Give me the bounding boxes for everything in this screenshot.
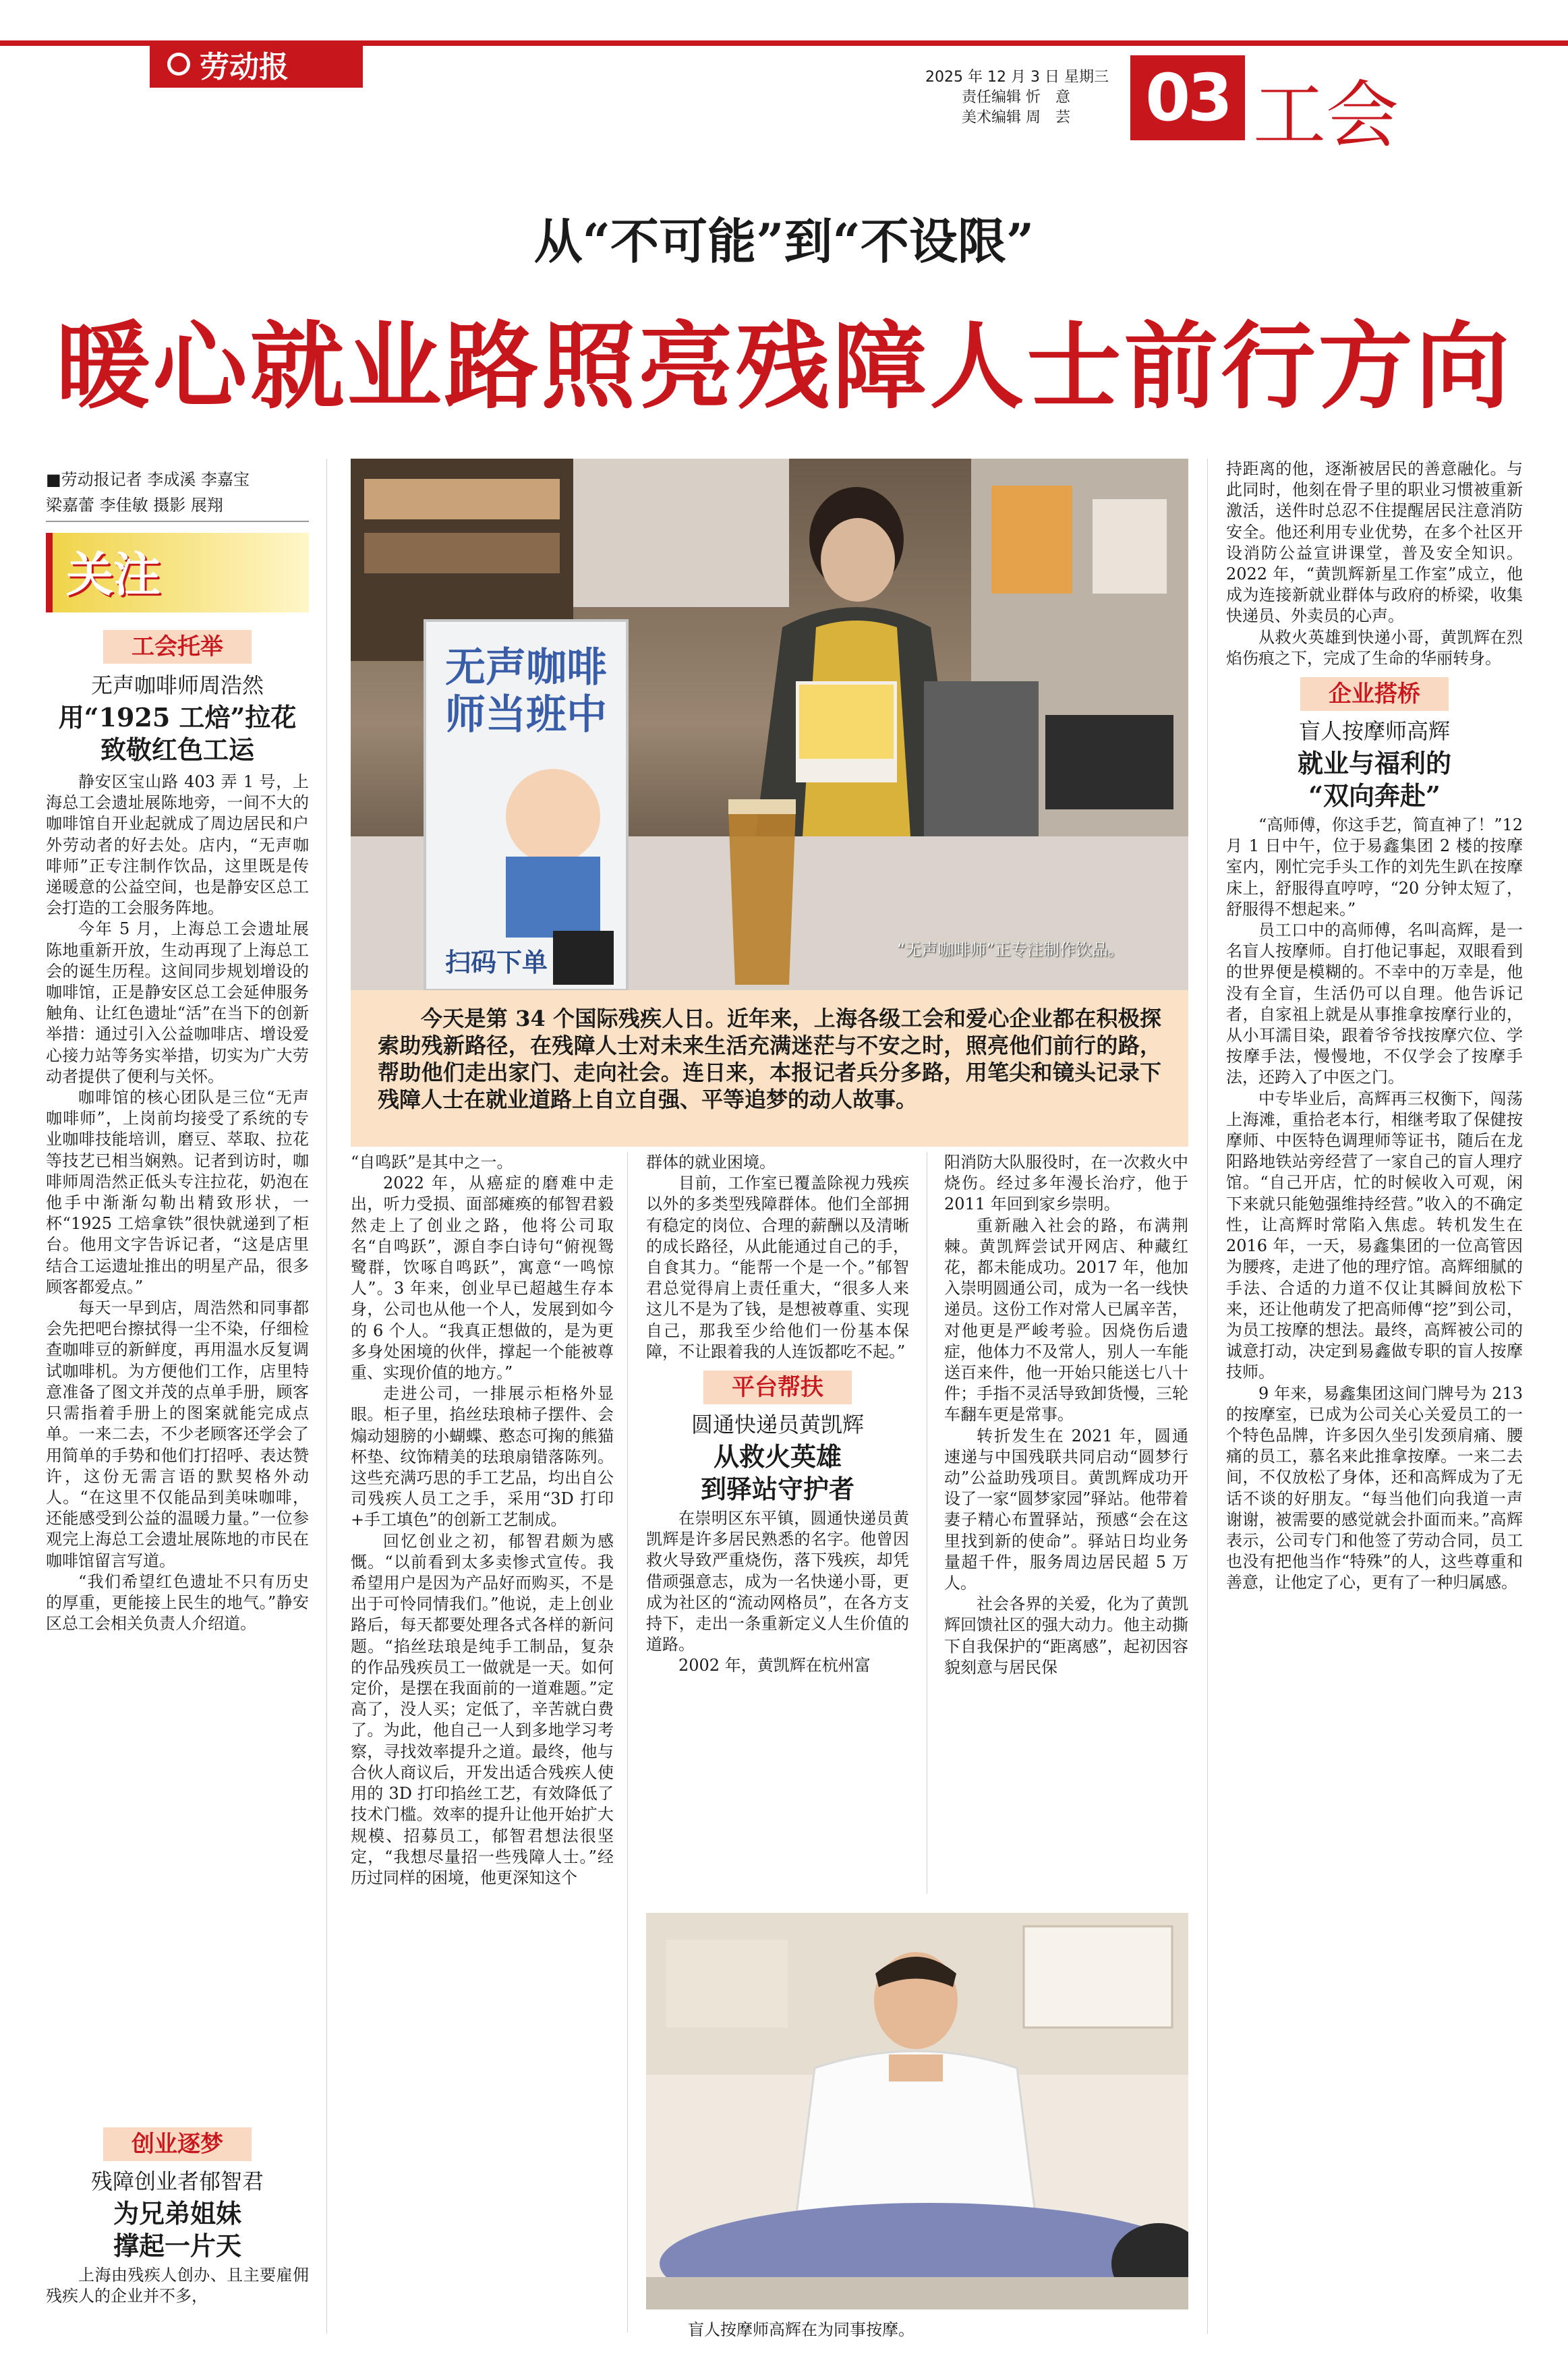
story2-sub: 残障创业者郁智君 xyxy=(90,2168,264,2194)
story2-header xyxy=(46,2127,309,2307)
story4-paragraph: “高师傅，你这手艺，简直神了！”12 月 1 日中午，位于易鑫集团 2 楼的按摩室内，刚忙完手头工作的刘先生趴在按摩床上，舒服得直哼哼，“20 分钟太短了，舒服得不想起来。” xyxy=(1226,815,1523,919)
story4-sub: 盲人按摩师高辉 xyxy=(1298,718,1450,745)
story3-paragraph: 2002 年，黄凯辉在杭州富 xyxy=(678,1656,871,1675)
byline-photographers: 梁嘉蕾 李佳敏 摄影 展翔 xyxy=(46,496,223,515)
story4-paragraph: 员工口中的高师傅，名叫高辉，是一名盲人按摩师。自打他记事起，双眼看到的世界便是模糊的。不幸中的万幸是，他没有全盲，生活仍可以自理。他告诉记者，自家祖上就是从事推拿按摩行业的，从小耳濡目染，跟着爷爷找按摩穴位、学按摩手法，慢慢地，不仅学会了按摩手法，还跨入了中医之门。 xyxy=(1226,921,1523,1087)
story2-title-2: 撑起一片天 xyxy=(113,2231,241,2261)
editor-line: 责任编辑 忻 意 xyxy=(962,89,1070,106)
story2-paragraph: 目前，工作室已覆盖除视力残疾以外的多类型残障群体。他们全部拥有稳定的岗位、合理的薪酬以及清晰的成长路径，从此能通过自己的手，自食其力。“能帮一个是一个。”郁智君总觉得肩上责任重大，“很多人来这儿不是为了钱，是想被尊重、实现自己，那我至少给他们一份基本保障，不让跟着我的人连饭都吃不起。” xyxy=(646,1174,909,1361)
story1-title-1: 用“1925 工焙”拉花 xyxy=(58,702,297,732)
story2-paragraph: 群体的就业困境。 xyxy=(646,1153,776,1172)
story4-paragraph: 中专毕业后，高辉再三权衡下，闯荡上海滩，重拾老本行，相继考取了保健按摩师、中医特色调理师等证书，随后在龙阳路地铁站旁经营了一家自己的盲人理疗馆。“自己开店，忙的时候收入可观，闲下来就只能勉强维持经营。”收入的不确定性，让高辉时常陷入焦虑。转机发生在 2016 年，一天，易鑫集团的一位高管因为腰疼，走进了他的理疗馆。高辉细腻的手法、合适的力道不仅让其瞬间放松下来，还让他萌发了把高师傅“挖”到公司，为员工按摩的想法。最终，高辉被公司的诚意打动，决定到易鑫做专职的盲人按摩技师。 xyxy=(1226,1089,1523,1382)
intro-text: 今天是第 34 个国际残疾人日。近年来，上海各级工会和爱心企业都在积极探索助残新路径，在残障人士对未来生活充满迷茫与不安之时，照亮他们前行的路，帮助他们走出家门、走向社会。连日来，本报记者兵分多路，用笔尖和镜头记录下残障人士在就业道路上自立自强、平等追梦的动人故事。 xyxy=(378,1006,1161,1112)
story3-sub: 圆通快递员黄凯辉 xyxy=(691,1412,864,1438)
sign-text-1: 无声咖啡 xyxy=(445,644,607,691)
article-kicker: 从“不可能”到“不设限” xyxy=(533,212,1035,270)
photo-massage xyxy=(646,1913,1188,2309)
story3-column xyxy=(944,1152,1188,1678)
section-name: 工会 xyxy=(1253,74,1399,158)
story2-column xyxy=(351,1152,614,1889)
story2-tag: 创业逐梦 xyxy=(103,2127,252,2161)
byline-reporters: ■劳动报记者 李成溪 李嘉宝 xyxy=(46,470,250,489)
art-editor-line: 美术编辑 周 芸 xyxy=(962,109,1070,126)
focus-label: 关注 xyxy=(66,546,161,602)
story3-paragraph: 在崇明区东平镇，圆通快递员黄凯辉是许多居民熟悉的名字。他曾因救火导致严重烧伤，落下残疾，却凭借顽强意志，成为一名快递小哥，更成为社区的“流动网格员”，在各方支持下，走出一条重新定义人生价值的道路。 xyxy=(646,1509,909,1655)
story1-paragraph: 静安区宝山路 403 弄 1 号，上海总工会遗址展陈地旁，一间不大的咖啡馆自开业起就成了周边居民和户外劳动者的好去处。店内，“无声咖啡师”正专注制作饮品，这里既是传递暖意的公益空间，也是静安区总工会打造的工会服务阵地。 xyxy=(46,772,309,918)
story1-paragraph: 今年 5 月，上海总工会遗址展陈地重新开放，生动再现了上海总工会的诞生历程。这间同步规划增设的咖啡馆，正是静安区总工会延伸服务触角、让红色遗址“活”在当下的创新举措：通过引入公益咖啡店、增设爱心接力站等务实举措，切实为广大劳动者提供了便利与关怀。 xyxy=(46,919,309,1086)
sign-scan-text: 扫码下单 xyxy=(445,948,548,977)
story2-paragraph: 走进公司，一排展示柜格外显眼。柜子里，掐丝珐琅柿子摆件、会煽动翅膀的小蝴蝶、憨态可掬的熊猫杯垫、纹饰精美的珐琅扇错落陈列。这些充满巧思的手工艺品，均出自公司残疾人员工之手，采用“3D 打印+手工填色”的创新工艺制成。 xyxy=(351,1384,614,1530)
byline xyxy=(46,467,309,518)
story3-column-end xyxy=(1226,459,1523,1594)
story1-heading xyxy=(46,669,309,766)
story4-heading xyxy=(1226,715,1523,812)
paper-logo xyxy=(150,40,363,88)
story2-paragraph: 回忆创业之初，郁智君颇为感慨。“以前看到太多卖惨式宣传。我希望用户是因为产品好而购买，不是出于可怜同情我们。”他说，走上创业路后，每天都要处理各式各样的新问题。“掐丝珐琅是纯手工制品，复杂的作品残疾员工一做就是一天。如何定价，是摆在我面前的一道难题。”定高了，没人买；定低了，辛苦就白费了。为此，他自己一人到多地学习考察，寻找效率提升之道。最终，他与合伙人商议后，开发出适合残疾人使用的 3D 打印掐丝工艺，有效降低了技术门槛。效率的提升让他开始扩大规模、招募员工，郁智君想法很坚定，“我想尽量招一些残障人士。”经历过同样的困境，他更深知这个 xyxy=(351,1531,614,1887)
column-rule xyxy=(627,1152,628,2332)
column-rule xyxy=(1207,459,1208,2334)
article-headline: 暖心就业路照亮残障人士前行方向 xyxy=(55,312,1513,422)
story3-paragraph: 从救火英雄到快递小哥，黄凯辉在烈焰伤痕之下，完成了生命的华丽转身。 xyxy=(1226,627,1523,668)
story3-paragraph: 阳消防大队服役时，在一次救火中烧伤。经过多年漫长治疗，他于 2011 年回到家乡崇明。 xyxy=(944,1153,1188,1214)
story2-column-end xyxy=(646,1152,909,1677)
story1-paragraph: 咖啡馆的核心团队是三位“无声咖啡师”，上岗前均接受了系统的专业咖啡技能培训，磨豆、萃取、拉花等技艺已相当娴熟。记者到访时，咖啡师周浩然正低头专注拉花，奶泡在他手中渐渐勾勒出精致形状，一杯“1925 工焙拿铁”很快就递到了柜台。他用文字告诉记者，“这是店里结合工运遗址推出的明星产品，很多顾客都爱点。” xyxy=(46,1088,309,1296)
story4-title-2: “双向奔赴” xyxy=(1308,780,1441,811)
intro-box xyxy=(351,990,1188,1147)
photo1-caption: “无声咖啡师”正专注制作饮品。 xyxy=(897,940,1124,959)
story2-paragraph: 上海由残疾人创办、且主要雇佣残疾人的企业并不多， xyxy=(46,2266,309,2306)
story3-paragraph: 转折发生在 2021 年，圆通速递与中国残联共同启动“圆梦行动”公益助残项目。黄凯辉成功开设了一家“圆梦家园”驿站。他带着妻子精心布置驿站，预感“会在这里找到新的使命”。驿站日均业务量超千件，服务周边居民超 5 万人。 xyxy=(944,1426,1188,1593)
logo-mark-icon xyxy=(167,53,190,76)
story1-paragraph: “我们希望红色遗址不只有历史的厚重，更能接上民生的地气。”静安区总工会相关负责人介绍道。 xyxy=(46,1572,309,1634)
sign-text-2: 师当班中 xyxy=(445,691,607,739)
page-number: 03 xyxy=(1130,55,1245,140)
story3-paragraph: 社会各界的关爱，化为了黄凯辉回馈社区的强大动力。他主动撕下自我保护的“距离感”，起初因容貌刻意与居民保 xyxy=(944,1594,1188,1677)
story1-tag: 工会托举 xyxy=(103,630,252,664)
story3-paragraph: 持距离的他，逐渐被居民的善意融化。与此同时，他刻在骨子里的职业习惯被重新激活，送件时总忍不住提醒居民注意消防安全。他还利用专业优势，在多个社区开设消防公益宣讲课堂，普及安全知识。2022 年，“黄凯辉新星工作室”成立，他成为连接新就业群体与政府的桥梁，收集快递员、外卖员的心声。 xyxy=(1226,459,1523,626)
story3-paragraph: 重新融入社会的路，布满荆棘。黄凯辉尝试开网店、种藏红花，都未能成功。2017 年，他加入崇明圆通公司，成为一名一线快递员。这份工作对常人已属辛苦，对他更是严峻考验。因烧伤后遗症，他体力不及常人，别人一车能送百来件，他一开始只能送七八十件；手指不灵活导致卸货慢，三轮车翻车更是常事。 xyxy=(944,1215,1188,1425)
story2-paragraph: 2022 年，从癌症的磨难中走出，听力受损、面部瘫痪的郁智君毅然走上了创业之路，他将公司取名“自鸣跃”，源自李白诗句“俯视鸳鹭群，饮啄自鸣跃”，寓意“一鸣惊人”。3 年来，创业早已超越生存本身，公司也从他一个人，发展到如今的 6 个人。“我真正想做的，是为更多身处困境的伙伴，撑起一个能被尊重、实现价值的地方。” xyxy=(351,1174,614,1383)
story4-tag: 企业搭桥 xyxy=(1300,677,1449,711)
barista-photo-illustration xyxy=(351,459,1188,990)
story1-sub: 无声咖啡师周浩然 xyxy=(90,672,264,698)
story3-title-1: 从救火英雄 xyxy=(713,1441,842,1472)
date-line: 2025 年 12 月 3 日 星期三 xyxy=(925,69,1109,86)
focus-banner xyxy=(46,533,309,612)
byline-rule xyxy=(46,521,309,522)
paper-name: 劳动报 xyxy=(200,50,289,84)
photo-barista xyxy=(351,459,1188,990)
story4-title-1: 就业与福利的 xyxy=(1297,748,1451,779)
story2-paragraph: “自鸣跃”是其中之一。 xyxy=(351,1153,513,1172)
story3-heading xyxy=(646,1408,909,1505)
story4-paragraph: 9 年来，易鑫集团这间门牌号为 213 的按摩室，已成为公司关心关爱员工的一个特色品牌，许多因久坐引发颈肩痛、腰痛的员工，慕名来此推拿按摩。一来二去间，不仅放松了身体，还和高辉成为了无话不谈的好朋友。“每当他们向我道一声谢谢，被需要的感觉就会扑面而来。”高辉表示，公司专门和他签了劳动合同，员工也没有把他当作“特殊”的人，这些尊重和善意，让他定了心，更有了一种归属感。 xyxy=(1226,1383,1523,1592)
massage-photo-illustration xyxy=(646,1913,1188,2309)
story2-heading xyxy=(46,2165,309,2262)
story2-title-1: 为兄弟姐妹 xyxy=(113,2198,241,2229)
story3-title-2: 到驿站守护者 xyxy=(700,1474,854,1505)
column-rule xyxy=(326,459,327,2334)
story1-paragraph: 每天一早到店，周浩然和同事都会先把吧台擦拭得一尘不染，仔细检查咖啡豆的新鲜度，再用温水反复调试咖啡机。为方便他们工作，店里特意准备了图文并茂的点单手册，顾客只需指着手册上的图案就能完成点单。一来二去，不少老顾客还学会了用简单的手势和他们打招呼、表达赞许，这份无需言语的默契格外动人。“在这里不仅能品到美味咖啡，还能感受到公益的温暖力量。”一位参观完上海总工会遗址展陈地的市民在咖啡馆留言写道。 xyxy=(46,1298,309,1570)
story1-column xyxy=(46,630,309,1634)
story1-title-2: 致敬红色工运 xyxy=(100,735,254,765)
photo2-caption: 盲人按摩师高辉在为同事按摩。 xyxy=(688,2320,914,2339)
edition-meta xyxy=(925,67,1155,128)
story3-tag: 平台帮扶 xyxy=(703,1371,852,1404)
